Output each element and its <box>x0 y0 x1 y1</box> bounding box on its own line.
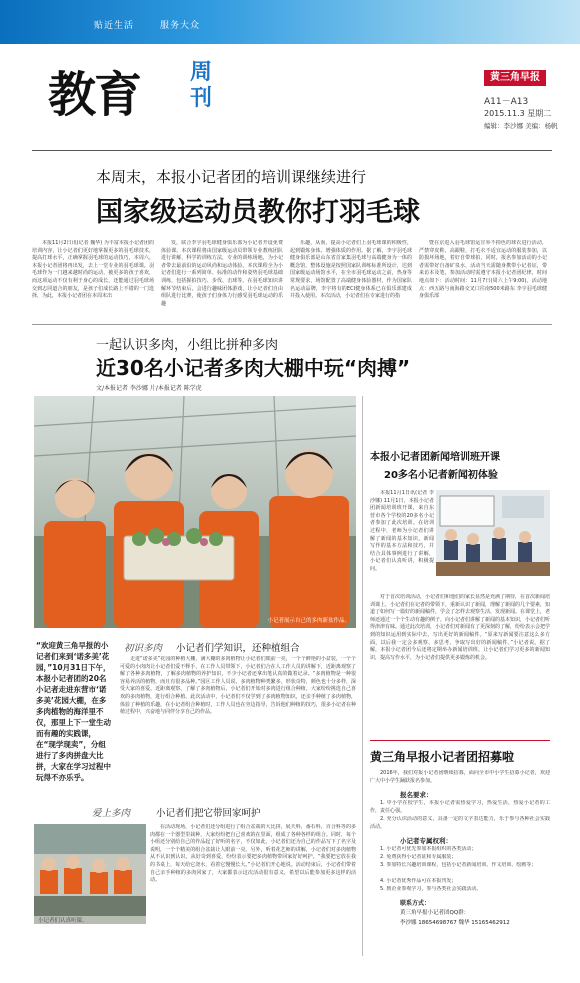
recruit-req-2: 2. 充分认识活动的意义，具备一定的文字表达能力，乐于参与各种社会实践活动。 <box>370 816 550 830</box>
article2-byline: 文/本报记者 李沙娜 片/本报记者 陈学虎 <box>96 385 202 392</box>
article3-headline-2: 20多名小记者新闻初体验 <box>384 470 498 481</box>
recruit-contact-line: 李沙娜 18654698767 魏华 15165462912 <box>400 920 510 926</box>
recruit-right-2: 2. 免费获得小记者证和专属服装； <box>380 854 457 860</box>
recruit-right-4: 4. 小记者优秀作品可在本报刊发； <box>380 878 457 884</box>
page-range: A11－A13 <box>484 97 529 107</box>
section2-body: 在活动现场，小记者们还分组进行了组合盆栽的大比拼，展天科，番石科，百合科等的多肉都在一个器型里栽种，大家纷纷把自己喜欢的在里面，组成了各种各样的组合。同时，每个小组还分别给自己的作品起了好听的名字，不仅如此，小记者们还为自己的作品写下了名字及说明，一个个精美的组合盆栽让人眼前一亮。另外，听着花艺师的讲解，小记者们对多肉植物从不认识到认识，从好奇到喜爱，纷纷表示要把多肉植物带回家好好呵护。“我要把它放在我的书桌上，每天给它浇水，看着它慢慢长大。”小记者们开心地说。活动结束后，小记者们带着自己亲手种植的多肉回家了，大家都表示这次活动很有意义，希望以后能参加更多这样的活动。 <box>150 824 356 884</box>
kids-photo-caption: 小记者展示自己的多肉新盆作品。 <box>267 618 350 624</box>
article1-kicker: 本周末，本报小记者团的培训课继续进行 <box>96 168 367 186</box>
recruit-req-heading: 报名要求： <box>400 791 433 799</box>
class-photo-illustration <box>34 824 146 916</box>
top-banner <box>0 0 580 44</box>
recruit-headline: 黄三角早报小记者团招募啦 <box>370 750 515 764</box>
section1-tag: 初识多肉 <box>124 643 163 654</box>
article1-divider <box>32 324 552 325</box>
column-divider <box>362 396 363 956</box>
issue-date: 2015.11.3 星期二 <box>484 109 552 118</box>
recruit-right-1: 1. 小记者可优先参加本报组织的各类活动； <box>380 846 477 852</box>
section2-title: 小记者们把它带回家呵护 <box>156 808 261 819</box>
recruit-right-5: 5. 到企业参观学习，参与各类社会实践活动。 <box>380 886 482 892</box>
recruit-divider <box>370 740 550 741</box>
article1-col2: 发，联合李宇羽毛球健身俱乐部为小记者开设免费体验课。本次课程将由国家级运动员带领专业教练团队进行讲解，科学的训练方法，专业的训练场地，为小记者带去最前沿的运动风尚和运动体验。本次课程全为小记者们进行一系列简单、标准的动作和姿势羽毛球基础训练，包括握拍技巧、步伐、击球等。在羽毛球知识讲解环节结束后，会进行趣味团体游戏，让小记者们自由组队进行比赛，使孩子们身体力行感受羽毛球运动的乐趣 <box>161 240 283 307</box>
classroom-illustration <box>436 490 550 576</box>
recruit-contact-label: 联系方式： <box>400 900 431 907</box>
section-title: 教育 <box>48 67 141 123</box>
article3-intro: 本报11月1日讯(记者 李沙娜) 11月1日，本报小记者团新闻培训班开课，来自东营市各个学校的20多名小记者参加了此次培训。在培训过程中，老师为小记者们讲解了新闻的基本知识，新闻写作的基本方法和技巧，并结合具体事例进行了讲解，小记者们认真听讲，积极提问。 <box>370 490 434 572</box>
recruit-req-1: 1. 中小学在校学生，本报小记者需热爱学习，热爱生活，热爱小记者的工作，责任心强。 <box>370 800 550 814</box>
article1-col4: 暨在京进入羽毛球馆运宣举不掉色的球衣进行活动，严禁穿皮鞋、高跟鞋，打毛衣不适宜运动的服装参加，以防损坏场地，着好自带球拍，同时，报名参加活动的小记者需带好自备矿泉水，活动当天需随身携带小记者证，带来访本及笔，参加活动时需遵守本报小记者团纪律，时间地点如下：活动时间：11月7日(周六上午9:00)。活动地点：西五路与南海路交叉口往南500米路东 李宇羽毛球健身俱乐部 <box>419 240 547 300</box>
article1-col1: 本报11月2日讯(记者 魏华) 为丰富本报小记者团的培训内容，让小记者们更好地掌握更多的羽毛球技术，提高打球水平，正确掌握羽毛球的运动技巧，本周六，本报小记者团将再出发，去上一堂专业的羽毛球课。羽毛球作为一门越来越时尚的运动，被更多的孩子喜欢，而这项运动不仅有利于身心的成长，还能通过羽毛球场交到志同道合的朋友，是孩子们成长路上不错的一门选择，为此，本报小记者团在本周末出 <box>32 240 154 300</box>
slogan-2: 服务大众 <box>160 21 201 31</box>
kids-photo-illustration <box>34 396 356 628</box>
editors: 编辑：李沙娜 美编：杨帆 <box>484 122 558 130</box>
class-photo <box>34 824 146 924</box>
section1-body: 走进“诺多美”花园的种植大棚，满大棚的多肉植物让小记者们眼前一亮，一个个鲜艳的小盆装，一个个可爱的小肉肉让小记者们爱不释手，在工作人员带领下，小记者们合在人工作人员的讲解下，近距离观察了解了各种多肉植物，了解多肉植物的养护知识，不少小记者还拿出笔认真的做着记录。“多肉植物是一种很容易养活的植物，而且有很多品种。”园区工作人员说，多肉植物种类繁多，形状奇特，颜色也十分多样，深受大家的喜爱。近距离观察、了解了多肉植物后，小记者们开始对多肉进行组合种植，大家纷纷挑选自己喜欢的多肉植物，进行组合种植。此次活动中，小记者们不仅学到了多肉植物知识，还亲手种植了多肉植物，体验了种植的乐趣。在小记者组合种植时，工作人员也在旁边指导，告诉他们种植的技巧，很多小记者在种植过程中，兴奋地与同伴分享自己的作品。 <box>120 656 356 716</box>
recruit-rights-heading: 小记者专属权利： <box>400 837 452 845</box>
article3-headline-1: 本报小记者团新闻培训班开课 <box>370 452 500 463</box>
class-photo-caption: 小记者们认真听课。 <box>38 918 88 924</box>
classroom-photo <box>436 490 550 576</box>
section1-title: 小记者们学知识，还种植组合 <box>176 643 300 654</box>
section-subtitle: 周刊 <box>190 60 213 111</box>
article1-col3: 乐趣，从而，提高小记者们上羽毛球课的积极性，起到锻炼身体、增强体质的作用。据了解，李宇羽毛球健身俱乐部是山东省首家集羽毛球与高端健身为一体的概念馆，整体设施是按照国家队训练标准所设计，达到国家级运动场馆水平，在全市羽毛球运动之前，热身等常规要求，场馆配置了高端健身体验器材，作为国家队名运动品牌，李宇将有的ECI健身体系已在俱乐部建成并投入使用。本次活动，小记者们在专家进行的指 <box>290 240 412 300</box>
recruit-right-3: 3. 参加特长兴趣培训课程，包括小记者新闻培训、作文培训、绘画等； <box>380 862 537 868</box>
article2-kicker: 一起认识多肉，小组比拼种多肉 <box>96 338 279 353</box>
recruit-intro: 2016年，我们对报小记者团继续招募，面向全市中小学生招募小记者，欢迎广大中小学生踊跃报名参加。 <box>370 770 550 784</box>
slogan-1: 贴近生活 <box>94 21 135 31</box>
paper-logo: 黄三角早报 <box>484 70 546 86</box>
masthead-divider <box>32 150 552 151</box>
article3-body: 对于首次培训活动，小记者们和他们的家长显然是充满了期待，在首次新闻培训课上，小记者们在记者的带领下，重新认识了新闻，理解了新闻的几个要素，知道了如何写一篇好的新闻稿件，学会了怎样去观察生活、发现新闻。在课堂上，老师还通过一个个生动有趣的例子，向小记者们讲解了新闻的基本知识，小记者们听得津津有味。通过此次培训，小记者们对新闻有了更深刻的了解，纷纷表示会把学到的知识运用到实际中去，写出更好的新闻稿件。“原来写新闻要注意这么多方面，以后我一定会多观察、多思考，争取写出好的新闻稿件。”小记者说。据了解，本报小记者团今后还将定期举办新闻培训班，让小记者们学习更多的新闻知识，提高写作水平，为小记者们提供更多锻炼的机会。 <box>370 594 550 661</box>
section2-tag: 爱上多肉 <box>92 808 131 819</box>
article1-headline: 国家级运动员教你打羽毛球 <box>96 197 420 228</box>
article2-quote: “欢迎黄三角早报的小记者们来到‘诺多美’花园，”10月31日下午，本报小记者团的20名小记者走进东营市‘诺多美’花园大棚，在多多肉植物的海洋里不仅，那里上下一堂生动而有趣的实践课，在“现学现卖”，分组进行了多肉拼盘大比拼，大家在学习过程中玩得不亦乐乎。 <box>36 641 111 782</box>
article2-headline: 近30名小记者多肉大棚中玩“肉搏” <box>96 356 411 380</box>
kids-photo <box>34 396 356 628</box>
recruit-contact-name: 黄三角早报小记者团QQ群： <box>400 910 470 916</box>
